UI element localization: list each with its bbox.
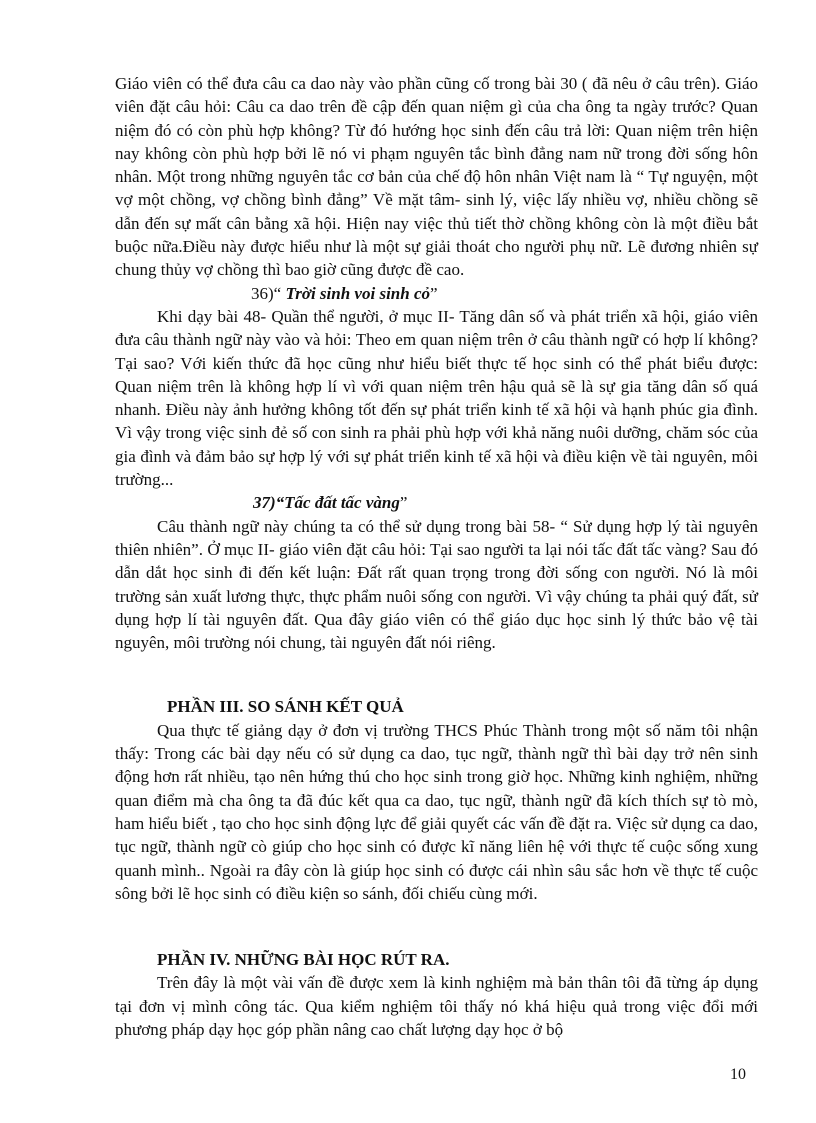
section-3-heading: PHẦN III. SO SÁNH KẾT QUẢ: [167, 697, 404, 717]
page-number: 10: [730, 1066, 746, 1083]
paragraph-section-4: Trên đây là một vài vấn đề được xem là kinh nghiệm mà bản thân tôi đã từng áp dụng tại đơn vị mình công tác. Qua kiểm nghiệm tôi thấy nó khá hiệu quả trong việc đổi mới phương pháp dạy học góp phần nâng cao chất lượng dạy học ở bộ: [115, 973, 758, 1039]
paragraph-intro: Giáo viên có thể đưa câu ca dao này vào phần cũng cố trong bài 30 ( đã nêu ở câu trên). Giáo viên đặt câu hỏi: Câu ca dao trên đề cập đến quan niệm gì của cha ông ta ngày trước? Quan niệm đó có còn phù hợp không? Từ đó hướng học sinh đến câu trả lời: Quan niệm trên hiện nay không còn phù hợp bởi lẽ nó vi phạm nguyên tắc bình đẳng nam nữ trong đời sống hôn nhân. Một trong những nguyên tắc cơ bản của chế độ hôn nhân Việt nam là “ Tự nguyện, một vợ một chồng, vợ chồng bình đẳng” Về mặt tâm- sinh lý, việc lấy nhiều vợ, nhiều chồng sẽ dẫn đến sự mất cân bằng xã hội. Hiện nay việc thủ tiết thờ chồng không còn là một điều bắt buộc nữa.Điều này được hiểu như là một sự giải thoát cho người phụ nữ. Lẽ đương nhiên sự chung thủy vợ chồng thì bao giờ cũng được đề cao.: [115, 74, 758, 280]
document-page: [115, 72, 758, 1041]
item-36-close: ”: [430, 283, 438, 303]
item-37-heading: [115, 491, 758, 514]
paragraph-item-36: Khi dạy bài 48- Quần thể người, ở mục II- Tăng dân số và phát triển xã hội, giáo viên đưa câu thành ngữ này vào và hỏi: Theo em quan niệm trên ở câu thành ngữ có hợp lí không? Tại sao? Với kiến thức đã học cũng như hiểu biết thực tế học sinh có thể phát biểu được: Quan niệm trên là không hợp lí vì với quan niệm trên hậu quả sẽ là sự gia tăng dân số quá nhanh. Điều này ảnh hưởng không tốt đến sự phát triển kinh tế xã hội và hạnh phúc gia đình. Vì vậy trong việc sinh đẻ số con sinh ra phải phù hợp với khả năng nuôi dưỡng, chăm sóc của gia đình và đảm bảo sự hợp lý với sự phát triển kinh tế xã hội và điều kiện về tài nguyên, môi trường...: [115, 306, 758, 490]
paragraph-section-3: Qua thực tế giảng dạy ở đơn vị trường THCS Phúc Thành trong một số năm tôi nhận thấy: Trong các bài dạy nếu có sử dụng ca dao, tục ngữ, thành ngữ thì bài dạy trở nên sinh động hơn rất nhiều, tạo nên hứng thú cho học sinh trong giờ học. Những kinh nghiệm, những quan điểm mà cha ông ta đã đúc kết qua ca dao, tục ngữ, thành ngữ đã kích thích sự tò mò, ham hiểu biết , tạo cho học sinh động lực để giải quyết các vấn đề đặt ra. Việc sử dụng ca dao, tục ngữ, thành ngữ cò giúp cho học sinh có được kĩ năng liên hệ với thực tế cuộc sống xung quanh mình.. Ngoài ra đây còn là giúp học sinh có được cái nhìn sâu sắc hơn về thực tế cuộc sông bởi lẽ học sinh có điều kiện so sánh, đối chiếu cùng mới.: [115, 720, 758, 903]
section-4-heading: PHẦN IV. NHỮNG BÀI HỌC RÚT RA.: [157, 950, 450, 970]
item-37-number: 37): [253, 493, 276, 513]
item-37-close: ”: [399, 493, 408, 513]
item-37-title: “Tấc đất tấc vàng: [275, 493, 400, 513]
item-36-number: 36)“: [251, 283, 286, 303]
item-36-title: Trời sinh voi sinh cỏ: [285, 283, 430, 303]
item-36-heading: [115, 282, 758, 305]
paragraph-item-37: Câu thành ngữ này chúng ta có thể sử dụng trong bài 58- “ Sử dụng hợp lý tài nguyên thiên nhiên”. Ở mục II- giáo viên đặt câu hỏi: Tại sao người ta lại nói tấc đất tấc vàng? Sau đó dẫn dắt học sinh đi đến kết luận: Đất rất quan trọng trong đời sống con người. Nó là môi trường sản xuất lương thực, thực phẩm nuôi sống con người. Vì vậy chúng ta phải quý đất, sử dụng hợp lí tài nguyên đất. Qua đây giáo viên có thể giáo dục học sinh lý thức bảo vệ tài nguyên, môi trường nói chung, tài nguyên đất nói riêng.: [115, 516, 758, 653]
